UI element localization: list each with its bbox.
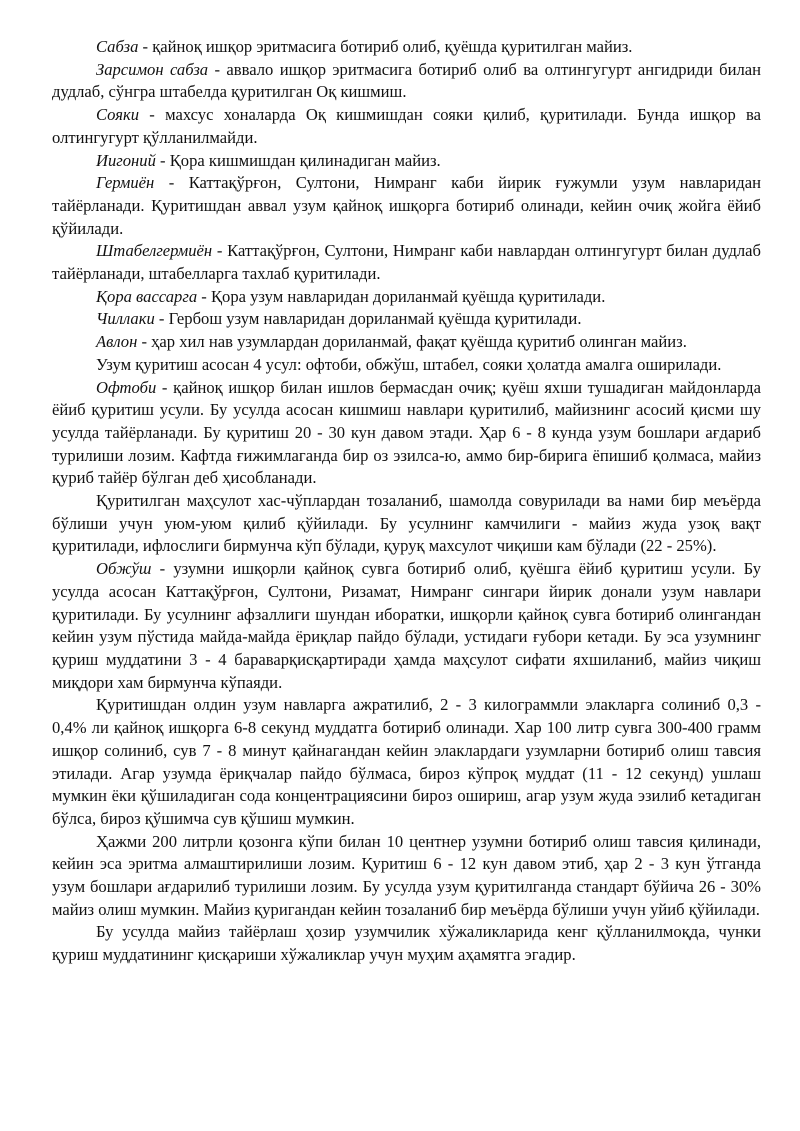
paragraph-text: - Каттақўрғон, Султони, Нимранг каби йирик ғужумли узум навларидан тайёрланади. Қуритишдан аввал узум қайноқ ишқорга ботириб олинади, кейин очиқ жойга ёйиб қўйилади. xyxy=(52,173,761,238)
paragraph-text: - Қора кишмишдан қилинадиган майиз. xyxy=(155,150,441,170)
paragraph-text: Қуритилган маҳсулот хас-чўплардан тозаланиб, шамолда совурилади ва нами бир меъёрда бўлиши учун уюм-уюм қилиб қўйилади. Бу усулнинг камчилиги - майиз жуда узоқ вақт қуритилади, ифлослиги бирмунча кўп бўлади, қуруқ махсулот чиқиши кам бўлади (22 - 25%). xyxy=(52,491,761,556)
paragraph-text: Бу усулда майиз тайёрлаш ҳозир узумчилик хўжаликларида кенг қўлланилмоқда, чунки қуриш муддатининг қисқариши хўжаликлар учун муҳим аҳамятга эгадир. xyxy=(52,922,761,965)
paragraph xyxy=(52,104,761,149)
term: Штабелгермиён xyxy=(96,241,213,261)
term: Иигоний xyxy=(96,150,156,170)
paragraph-text: Узум қуритиш асосан 4 усул: офтоби, обжўш, штабел, сояки ҳолатда амалга оширилади. xyxy=(96,354,722,374)
paragraph-text: - махсус хоналарда Оқ кишмишдан сояки қилиб, қуритилади. Бунда ишқор ва олтингугурт қўлланилмайди. xyxy=(52,105,761,147)
paragraph xyxy=(52,921,761,966)
paragraph-text: - Гербош узум навларидан дориланмай қуёшда қуритилади. xyxy=(154,309,582,329)
paragraph xyxy=(52,694,761,830)
paragraph-text: Ҳажми 200 литрли қозонга кўпи билан 10 центнер узумни ботириб олиш тавсия қилинади, кейин эса эритма алмаштирилиши лозим. Қуритиш 6 - 12 кун давом этиб, ҳар 2 - 3 кун ўтганда узум бошлари ағдарилиб турилиши лозим. Бу усулда узум қуритилганда стандарт бўйича 26 - 30% майиз олиш мумкин. Майиз қуригандан кейин тозаланиб бир меъёрда бўлиши учун уйиб қўйилади. xyxy=(52,831,761,919)
paragraph xyxy=(52,831,761,922)
paragraph-text: - ҳар хил нав узумлардан дориланмай, фақат қуёшда қуритиб олинган майиз. xyxy=(137,332,687,352)
term: Сояки xyxy=(96,105,140,125)
paragraph xyxy=(52,490,761,558)
paragraph xyxy=(52,286,761,309)
paragraph-text: Қуритишдан олдин узум навларга ажратилиб, 2 - 3 килограммли элакларга солиниб 0,3 - 0,4% ли қайноқ ишқорга 6-8 секунд муддатга ботириб олинади. Хар 100 литр сувга 300-400 грамм ишқор солиниб, сув 7 - 8 минут қайнагандан кейин элаклардаги узумларни ботириб олиш тавсия этилади. Агар узумда ёриқчалар пайдо бўлмаса, бироз кўпроқ муддат (11 - 12 секунд) ушлаш мумкин ёки қўшиладиган сода концентрациясини бироз ошириш, агар узум жуда эзилиб кетадиган бўлса, бироз қўшимча сув қўшиш мумкин. xyxy=(52,695,761,828)
paragraph xyxy=(52,308,761,331)
term: Чиллаки xyxy=(96,309,155,329)
term: Зарсимон сабза xyxy=(96,59,209,79)
paragraph-text: - Қора узум навларидан дориланмай қуёшда қуритилади. xyxy=(197,286,606,306)
paragraph xyxy=(52,150,761,173)
term: Авлон xyxy=(96,332,138,352)
paragraph xyxy=(52,331,761,354)
paragraph xyxy=(52,172,761,240)
document-page xyxy=(52,36,761,967)
paragraph xyxy=(52,377,761,491)
paragraph xyxy=(52,36,761,59)
term: Гермиён xyxy=(96,173,155,193)
term: Қора вассарга xyxy=(96,286,198,306)
paragraph xyxy=(52,354,761,377)
paragraph xyxy=(52,240,761,285)
paragraph xyxy=(52,59,761,104)
paragraph xyxy=(52,558,761,694)
paragraph-text: - Каттақўрғон, Султони, Нимранг каби навлардан олтингугурт билан дудлаб тайёрланади, штабелларга тахлаб қуритилади. xyxy=(52,241,761,284)
term: Офтоби xyxy=(96,377,157,397)
paragraph-text: - узумни ишқорли қайноқ сувга ботириб олиб, қуёшга ёйиб қуритиш усули. Бу усулда асосан Каттақўрғон, Султони, Ризамат, Нимранг сингари йирик донали узум навлари қуритилади. Бу усулнинг афзаллиги шундан иборатки, ишқорли қайноқ сувга ботириб олингандан кейин узум пўстида майда-майда ёриқлар пайдо бўлади, устидаги ғубори кетади. Бу эса узумнинг қуриш муддатини 3 - 4 бараварқисқартиради ҳамда маҳсулот сифати яхшиланиб, майиз чиқиш миқдори хам бирмунча кўпаяди. xyxy=(52,559,761,692)
term: Обжўш xyxy=(96,559,152,579)
paragraph-text: - аввало ишқор эритмасига ботириб олиб ва олтингугурт ангидриди билан дудлаб, сўнгра штабелда қуритилган Оқ кишмиш. xyxy=(52,59,761,102)
paragraph-text: - қайноқ ишқор эритмасига ботириб олиб, қуёшда қуритилган майиз. xyxy=(138,37,633,56)
paragraph-text: - қайноқ ишқор билан ишлов бермасдан очиқ; қуёш яхши тушадиган майдонларда ёйиб қуритиш усули. Бу усулда асосан кишмиш навлари қуритилиб, майизнинг асосий қисми шу усулда тайёрланади. Бу қуритиш 20 - 30 кун давом этади. Ҳар 6 - 8 кунда узум бошлари ағдариб турилиши лозим. Кафтда ғижимлаганда бир оз эзилса-ю, аммо бир-бирига ёпишиб қолмаса, майиз қуриб тайёр бўлган деб ҳисобланади. xyxy=(52,377,761,488)
term: Сабза xyxy=(96,37,139,56)
